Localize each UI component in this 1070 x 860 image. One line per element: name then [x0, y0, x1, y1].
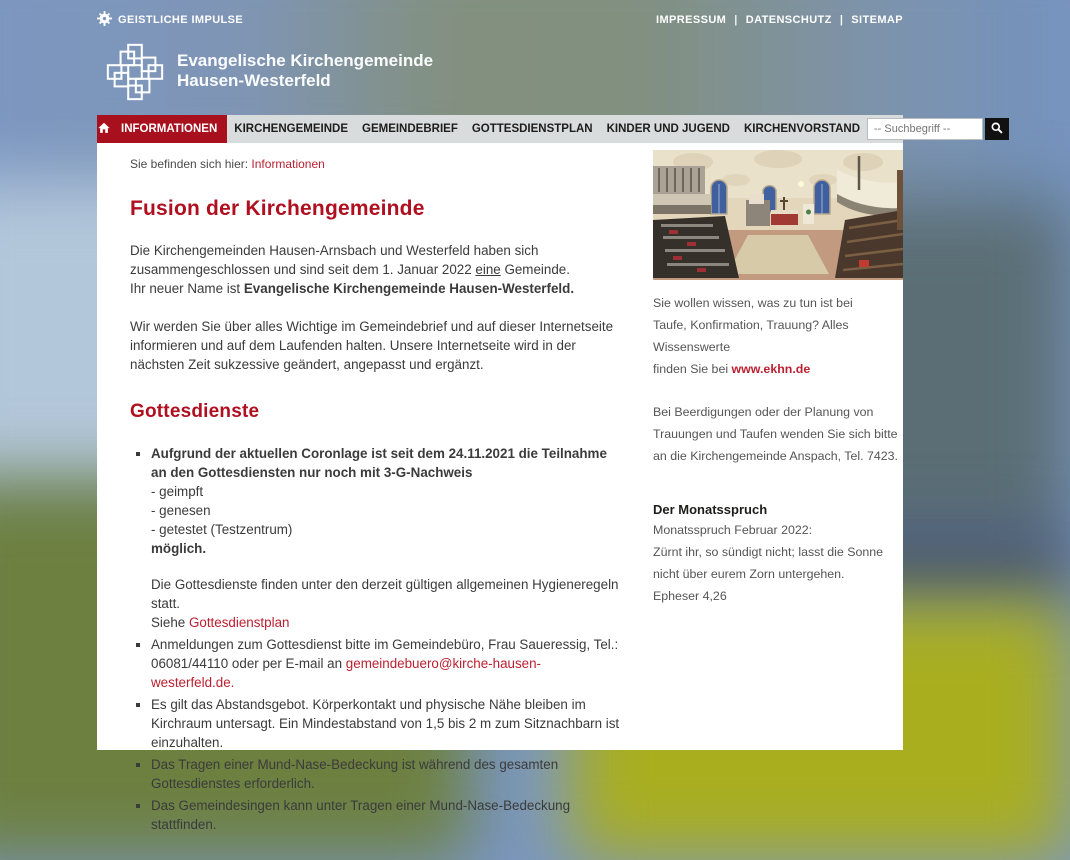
separator: |: [734, 14, 738, 26]
breadcrumb: [130, 155, 622, 174]
content-panel: [97, 143, 903, 832]
nav-item-informationen[interactable]: INFORMATIONEN: [111, 115, 227, 143]
paragraph-fusion: Die Kirchengemeinden Hausen-Arnsbach und Westerfeld haben sich zusammengeschlossen und sind seit dem 1. Januar 2022 eine Gemeinde. Ihr neuer Name ist Evangelische Kirchengemeinde Hausen-Westerfeld.: [130, 243, 575, 296]
home-icon: [97, 121, 111, 138]
list-item: ▪ Das Tragen einer Mund-Nase-Bedeckung ist während des gesamten Gottesdienstes erforderlich.: [151, 755, 622, 793]
breadcrumb-current-link[interactable]: Informationen: [251, 157, 325, 171]
nav-item-gemeindebrief[interactable]: GEMEINDEBRIEF: [362, 123, 458, 135]
paragraph-info: Wir werden Sie über alles Wichtige im Gemeindebrief und auf dieser Internetseite informieren und auf dem Laufenden halten. Unsere Internetseite wird in der nächsten Zeit sukzessive geändert, angepasst und ergänzt.: [130, 319, 614, 372]
geistliche-impulse-link[interactable]: [97, 11, 243, 29]
new-name-bold: Evangelische Kirchengemeinde Hausen-Westerfeld.: [243, 281, 575, 296]
sidebar: [653, 150, 903, 607]
geistliche-impulse-label: GEISTLICHE IMPULSE: [118, 14, 244, 26]
article-column: [130, 155, 622, 837]
gear-icon: [97, 11, 112, 29]
list-item: ▪ Es gilt das Abstandsgebot. Körperkontakt und physische Nähe bleiben im Kirchraum untersagt. Ein Mindestabstand von 1,5 bis 2 m zum Sitznachbarn ist einzuhalten.: [151, 695, 622, 752]
home-nav-button[interactable]: [97, 115, 111, 143]
list-item: ▪ Das Gemeindesingen kann unter Tragen einer Mund-Nase-Bedeckung stattfinden.: [151, 796, 622, 834]
datenschutz-link[interactable]: DATENSCHUTZ: [745, 14, 832, 26]
breadcrumb-prefix: Sie befinden sich hier:: [130, 157, 249, 171]
sidebar-info-beerdigungen: Bei Beerdigungen oder der Planung von Trauungen und Taufen wenden Sie sich bitte an die Kirchengemeinde Anspach, Tel. 7423.: [653, 405, 899, 463]
search-input[interactable]: [867, 118, 983, 140]
utility-bar: [97, 10, 903, 30]
sitemap-link[interactable]: SITEMAP: [851, 14, 903, 26]
list-item: ▪ Anmeldungen zum Gottesdienst bitte im Gemeindebüro, Frau Saueressig, Tel.: 06081/44110 oder per E-mail an gemeindebuero@kirche-hausen-westerfeld.de.: [151, 635, 622, 692]
nav-item-kinder-und-jugend[interactable]: KINDER UND JUGEND: [606, 123, 730, 135]
monatsspruch-title: Der Monatsspruch: [653, 502, 768, 517]
underlined-eine: eine: [475, 262, 501, 277]
ekhn-link[interactable]: www.ekhn.de: [731, 362, 811, 376]
separator: |: [839, 14, 844, 26]
section-title-gottesdienste: Gottesdienste: [130, 401, 260, 422]
impressum-link[interactable]: IMPRESSUM: [656, 14, 727, 26]
sidebar-info-taufe: Sie wollen wissen, was zu tun ist bei Taufe, Konfirmation, Trauung? Alles Wissenswerte finden Sie bei www.ekhn.de: [653, 296, 853, 376]
list-item: ▪ Aufgrund der aktuellen Coronlage ist seit dem 24.11.2021 die Teilnahme an den Gottesdiensten nur noch mit 3-G-Nachweis - geimpft - genesen - getestet (Testzentrum) möglich. Die Gottesdienste finden unter den derzeit gültigen allgemeinen Hygieneregeln statt. Siehe Gottesdienstplan: [151, 444, 622, 632]
cross-squares-logo[interactable]: [107, 44, 163, 105]
gottesdienste-list: [130, 444, 622, 834]
site-header: [107, 44, 433, 105]
main-navigation: [97, 115, 903, 143]
gemeindebuero-email-link[interactable]: gemeindebuero@kirche-hausen-westerfeld.de.: [151, 656, 542, 690]
monatsspruch-text: Monatsspruch Februar 2022: Zürnt ihr, so sündigt nicht; lasst die Sonne nicht über eurem Zorn untergehen. Epheser 4,26: [653, 523, 884, 603]
nav-item-kirchenvorstand[interactable]: KIRCHENVORSTAND: [743, 123, 861, 135]
search-icon: [990, 121, 1004, 138]
nav-item-gottesdienstplan[interactable]: GOTTESDIENSTPLAN: [471, 123, 593, 135]
site-title[interactable]: Evangelische Kirchengemeinde Hausen-Westerfeld: [177, 51, 434, 90]
church-interior-panorama-photo[interactable]: [653, 150, 903, 280]
page-title: Fusion der Kirchengemeinde: [130, 197, 425, 220]
gottesdienstplan-link[interactable]: Gottesdienstplan: [188, 615, 290, 630]
search-button[interactable]: [985, 118, 1009, 140]
nav-item-kirchengemeinde[interactable]: KIRCHENGEMEINDE: [234, 123, 348, 135]
